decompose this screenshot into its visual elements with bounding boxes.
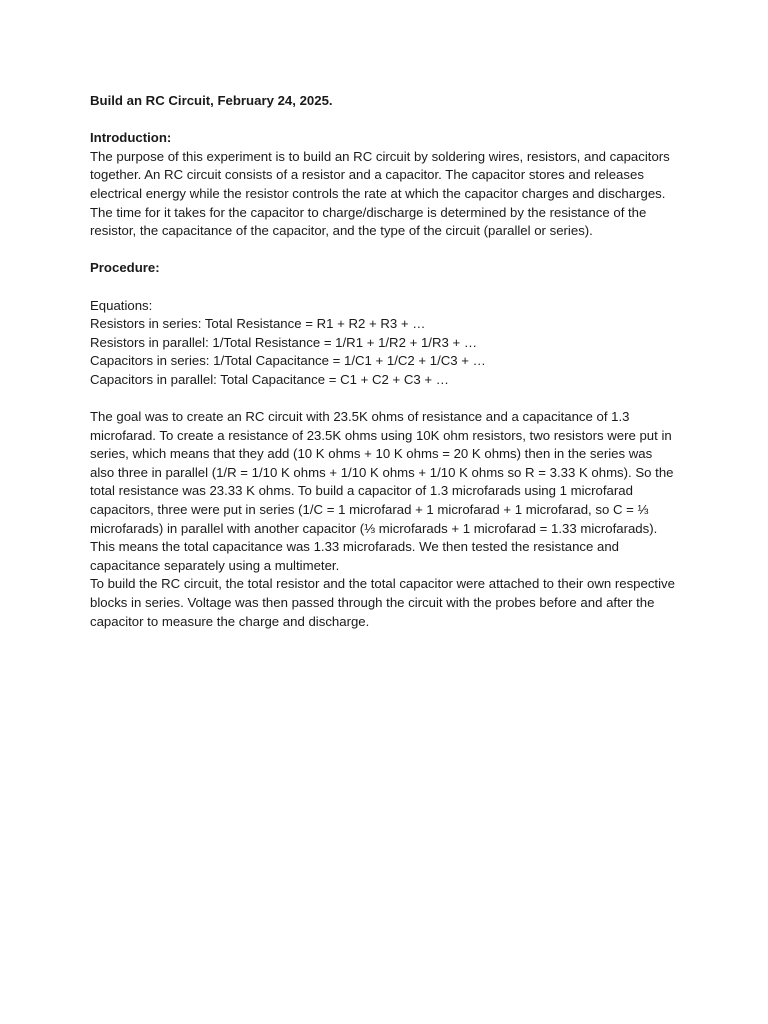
document-page [90,92,680,631]
introduction-heading: Introduction: [90,130,172,146]
procedure-paragraph: To build the RC circuit, the total resistor and the total capacitor were attached to their own respective blocks in series. Voltage was then passed through the circuit with the probes before and after the capacitor to measure the charge and discharge. [90,576,675,629]
document-title: Build an RC Circuit, February 24, 2025. [90,93,333,108]
equation-line: Resistors in series: Total Resistance = R1 + R2 + R3 + … [90,316,426,332]
equation-line: Capacitors in parallel: Total Capacitance = C1 + C2 + C3 + … [90,371,449,387]
equation-line: Capacitors in series: 1/Total Capacitance = 1/C1 + 1/C2 + 1/C3 + … [90,353,486,369]
spacer [90,111,680,130]
spacer [90,390,680,409]
procedure-paragraph: The goal was to create an RC circuit with 23.5K ohms of resistance and a capacitance of 1.3 microfarad. To create a resistance of 23.5K ohms using 10K ohm resistors, two resistors were put in series, which means that they add (10 K ohms + 10 K ohms = 20 K ohms) then in the series was also three in parallel (1/R = 1/10 K ohms + 1/10 K ohms + 1/10 K ohms so R = 3.33 K ohms). So the total resistance was 23.33 K ohms. To build a capacitor of 1.3 microfarads using 1 microfarad capacitors, three were put in series (1/C = 1 microfarad + 1 microfarad + 1 microfarad, so C = ⅓ microfarads) in parallel with another capacitor (⅓ microfarads + 1 microfarad = 1.33 microfarads). This means the total capacitance was 1.33 microfarads. We then tested the resistance and capacitance separately using a multimeter. [90,409,674,573]
equations-heading: Equations: [90,297,153,313]
introduction-text: The purpose of this experiment is to build an RC circuit by soldering wires, resistors, and capacitors together. An RC circuit consists of a resistor and a capacitor. The capacitor stores and releases electrical energy while the resistor controls the rate at which the capacitor charges and discharges. The time for it takes for the capacitor to charge/discharge is determined by the resistance of the resistor, the capacitance of the capacitor, and the type of the circuit (parallel or series). [90,148,670,239]
equation-line: Resistors in parallel: 1/Total Resistance = 1/R1 + 1/R2 + 1/R3 + … [90,334,478,350]
spacer [90,241,680,260]
spacer [90,278,680,297]
procedure-heading: Procedure: [90,260,160,276]
